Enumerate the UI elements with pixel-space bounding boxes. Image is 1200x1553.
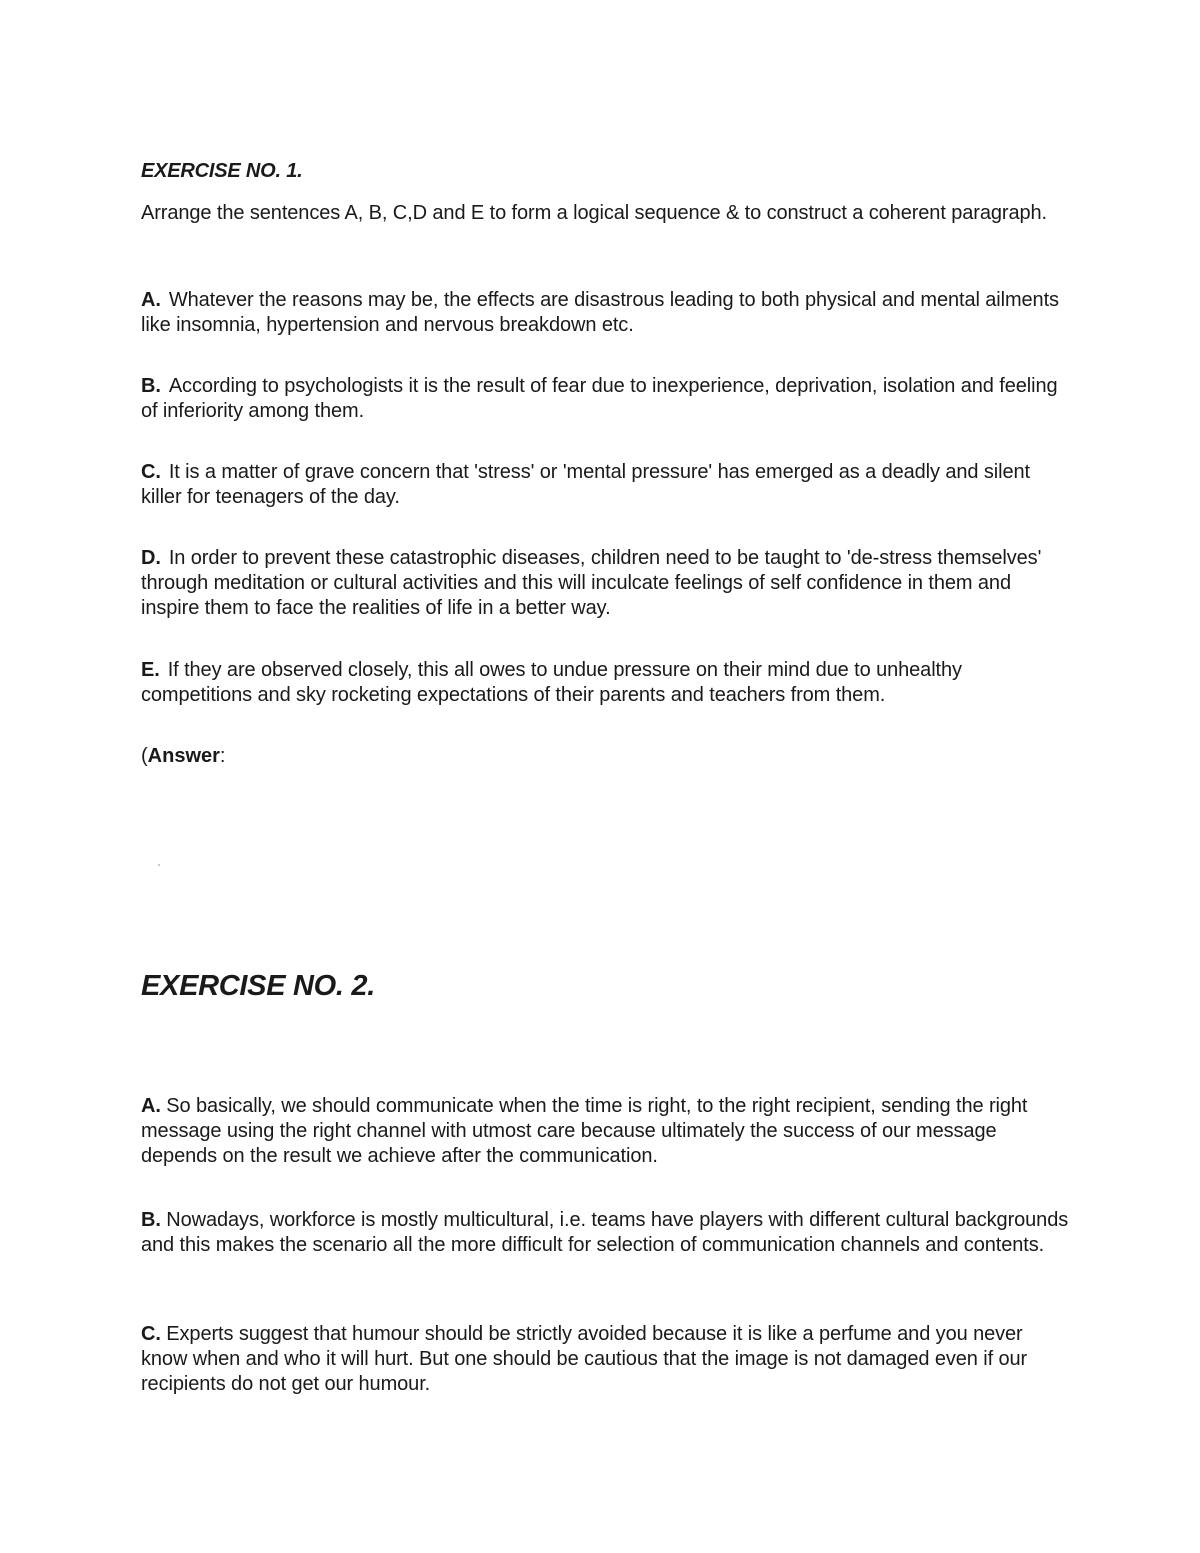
item-letter: C.	[141, 1323, 161, 1345]
item-text: In order to prevent these catastrophic diseases, children need to be taught to 'de-stress themselves' through meditation or cultural activities and this will inculcate feelings of self confidence in them and inspire them to face the realities of life in a better way.	[141, 547, 1042, 619]
item-text: If they are observed closely, this all owes to undue pressure on their mind due to unhealthy competitions and sky rocketing expectations of their parents and teachers from them.	[141, 659, 962, 706]
item-letter: A.	[141, 289, 161, 311]
exercise-2-item-b	[141, 1208, 1071, 1258]
answer-line	[141, 745, 1071, 768]
item-text: It is a matter of grave concern that 'stress' or 'mental pressure' has emerged as a deadly and silent killer for teenagers of the day.	[141, 461, 1030, 508]
exercise-2-item-a	[141, 1094, 1071, 1169]
exercise-1-item-e	[141, 658, 1071, 708]
item-letter: D.	[141, 547, 161, 569]
exercise-2-item-c	[141, 1322, 1071, 1397]
exercise-1-item-b	[141, 374, 1071, 424]
item-letter: A.	[141, 1095, 161, 1117]
exercise-1-item-a	[141, 288, 1071, 338]
answer-label: Answer	[147, 745, 220, 767]
exercise-1-item-d	[141, 546, 1071, 621]
item-letter: B.	[141, 1209, 161, 1231]
exercise-2-title: EXERCISE NO. 2.	[141, 970, 376, 1002]
item-text: Experts suggest that humour should be strictly avoided because it is like a perfume and you never know when and who it will hurt. But one should be cautious that the image is not damaged even if our recipients do not get our humour.	[141, 1323, 1028, 1395]
stray-mark	[158, 864, 160, 866]
item-letter: B.	[141, 375, 161, 397]
exercise-1-title: EXERCISE NO. 1.	[141, 160, 303, 182]
answer-open-paren: (	[141, 745, 148, 767]
exercise-1-instruction: Arrange the sentences A, B, C,D and E to form a logical sequence & to construct a coherent paragraph.	[141, 202, 1047, 224]
item-text: So basically, we should communicate when the time is right, to the right recipient, sending the right message using the right channel with utmost care because ultimately the success of our message depends on the result we achieve after the communication.	[141, 1095, 1028, 1167]
item-letter: C.	[141, 461, 161, 483]
item-letter: E.	[141, 659, 160, 681]
exercise-1-item-c	[141, 460, 1071, 510]
answer-colon: :	[219, 745, 226, 767]
item-text: According to psychologists it is the result of fear due to inexperience, deprivation, isolation and feeling of inferiority among them.	[141, 375, 1058, 422]
item-text: Whatever the reasons may be, the effects are disastrous leading to both physical and mental ailments like insomnia, hypertension and nervous breakdown etc.	[141, 289, 1059, 336]
item-text: Nowadays, workforce is mostly multicultural, i.e. teams have players with different cultural backgrounds and this makes the scenario all the more difficult for selection of communication channels and contents.	[141, 1209, 1069, 1256]
